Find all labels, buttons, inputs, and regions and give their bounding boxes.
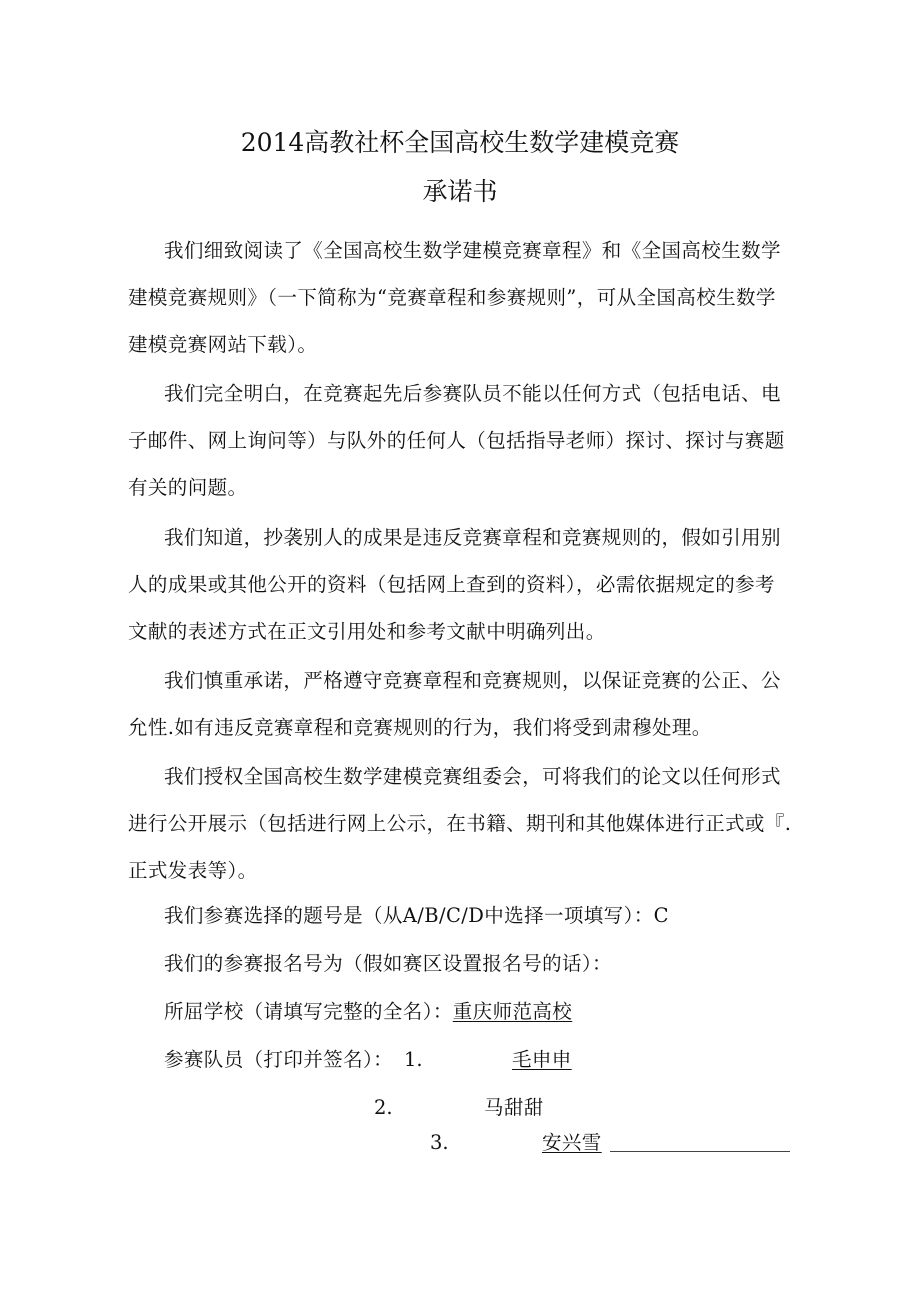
member-name: 毛申申 [512,1048,572,1071]
paragraph-commitment: 我们慎重承诺，严格遵守竞赛章程和竞赛规则，以保证竞赛的公正、公允性.如有违反竞赛章程和竞赛规则的行为，我们将受到肃穆处理。 [128,669,781,739]
signature-blank-line [610,1151,790,1152]
paragraph-plagiarism: 我们知道，抄袭别人的成果是违反竞赛章程和竞赛规则的，假如引用别人的成果或其他公开的资料（包括网上查到的资料），必需依据规定的参考文献的表述方式在正文引用处和参考文献中明确列出。 [128,526,781,643]
problem-choice-label: 我们参赛选择的题号是（从A/B/C/D中选择一项填写）： [164,904,654,927]
member-name: 安兴雪 [542,1131,602,1154]
registration-number-label: 我们的参赛报名号为（假如赛区设置报名号的话）： [164,952,612,975]
problem-choice-line [164,901,669,931]
member-number: 2. [374,1096,393,1119]
school-value: 重庆师范高校 [452,1000,573,1023]
paragraph-rules: 我们细致阅读了《全国高校生数学建模竞赛章程》和《全国高校生数学建模竞赛规则》（一下简称为“竞赛章程和参赛规则”，可从全国高校生数学建模竞赛网站下载）。 [128,239,781,356]
school-line [164,997,572,1027]
school-label: 所屈学校（请填写完整的全名）： [164,1000,453,1023]
paragraph-no-communication: 我们完全明白，在竞赛起先后参赛队员不能以任何方式（包括电话、电子邮件、网上询问等）与队外的任何人（包括指导老师）探讨、探讨与赛题有关的问题。 [128,382,785,499]
members-label: 参赛队员（打印并签名）： [164,1048,394,1071]
registration-number-line [164,949,612,979]
paragraph-authorization: 我们授权全国高校生数学建模竞赛组委会，可将我们的论文以任何形式进行公开展示（包括进行网上公示，在书籍、期刊和其他媒体进行正式或『.正式发表等）。 [128,765,792,882]
document-subtitle: 承诺书 [422,177,498,206]
member-name: 马甜甜 [484,1096,544,1119]
problem-choice-value: C [653,904,669,927]
document-title: 2014高教社杯全国高校生数学建模竞赛 [240,128,680,157]
member-number: 3. [430,1131,449,1154]
member-number: 1. [404,1048,423,1071]
